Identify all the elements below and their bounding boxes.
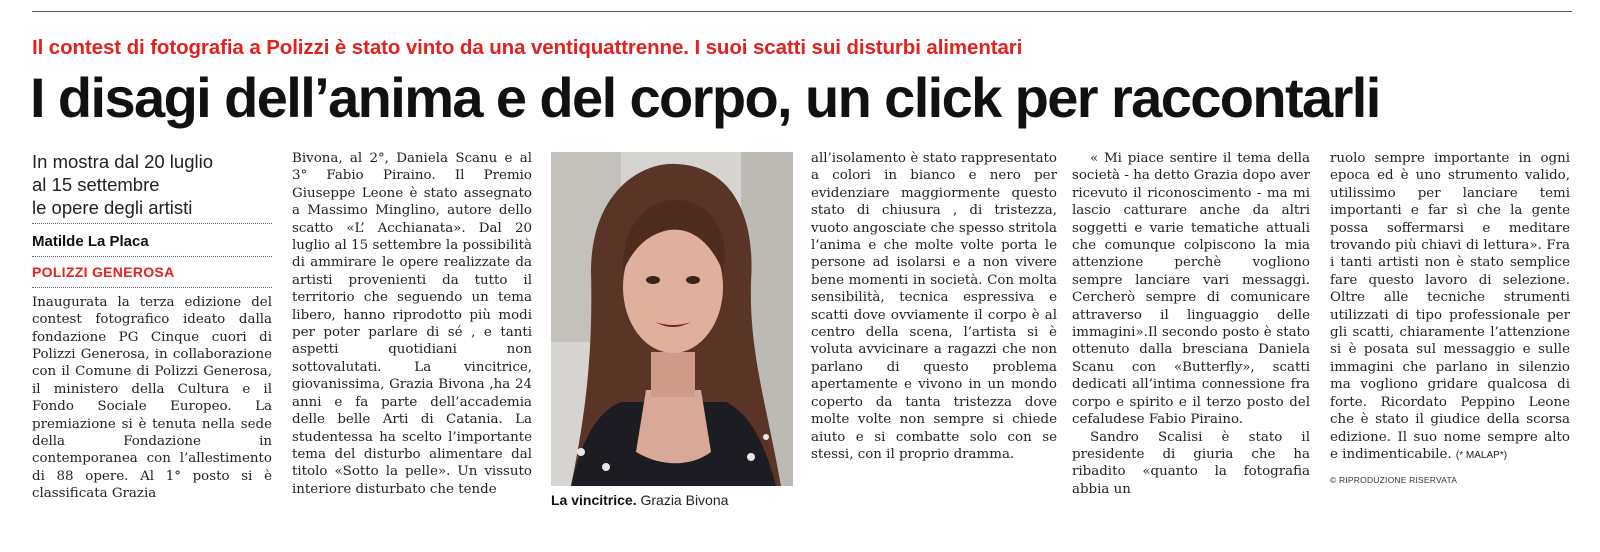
top-rule [32,11,1572,12]
body-text: Inaugurata la terza edizione del contest fotografico ideato dalla fondazione PG Cinque cuori di Polizzi Generosa, in collaborazione con il Comune di Polizzi Generosa, il ministero della Cultura e il Fondo Sociale Europeo. La premiazione si è tenuta nella sede della Fondazione in contemporanea con l’allestimento di 88 opere. Al 1° posto si è classificata Grazia [32,294,272,502]
author-signature: (* MALAP*) [1455,449,1508,461]
column-6 [1330,150,1570,490]
deck [32,150,272,224]
dateline: POLIZZI GENEROSA [32,257,272,287]
winner-photo [551,152,793,486]
caption-label: La vincitrice. [551,492,637,508]
copyright-notice: © RIPRODUZIONE RISERVATA [1330,475,1458,486]
column-1 [32,150,272,503]
body-text-final: ruolo sempre importante in ogni epoca ed è uno strumento valido, utilissimo per lanciare temi importanti e far sì che la gente possa soffermarsi e meditare trovando più chiavi di lettura». Fra i tanti artisti non è stato semplice fare questo lavoro di selezione. Oltre alle tecniche strumenti utilizzati di tipo professionale per gli scatti, chiaramente l’attenzione si è posata sul messaggio e sulle immagini che parlano in silenzio ma vogliono gridare qualcosa di forte. Ricordato Peppino Leone che è stato il giudice della scorsa edizione. Il suo nome sempre alto e indimenticabile. [1330,151,1570,462]
column-5 [1072,150,1310,498]
body-text: Bivona, al 2°, Daniela Scanu e al 3° Fabio Piraino. Il Premio Giuseppe Leone è stato assegnato a Massimo Minglino, autore dello scatto «L’ Acchianata». Dal 20 luglio al 15 settembre la possibilità di ammirare le opere realizzate da artisti provenienti da tutto il territorio che seguendo un tema libero, hanno riprodotto più modi per poter parlare di sé , e tanti aspetti quotidiani non sottovalutati. La vincitrice, giovanissima, Grazia Bivona ,ha 24 anni e fa parte dell’accademia delle belle Arti di Catania. La studentessa ha scelto l’importante tema del disturbo alimentare dal titolo «Sotto la pelle». Un vissuto interiore disturbato che tende [292,151,532,497]
column-4 [811,150,1057,463]
byline: Matilde La Placa [32,228,272,257]
column-2 [292,150,532,498]
body-text: all’isolamento è stato rappresentato a colori in bianco e nero per evidenziare maggiormente questo stato di chiusura , di tristezza, vuoto angosciate che spesso stritola l’anima e che molte volte porta le persone ad isolarsi e a non vivere bene momenti in società. Con molta sensibilità, tecnica espressiva e scatti dove ovviamente il corpo è al centro della scena, l’artista si è voluta avvicinare a ragazzi che non parlano di questo problema apertamente e vivono in un mondo coperto da tanta tristezza dove molte volte non sempre si chiede aiuto e si combatte solo con se stessi, con il proprio dramma. [811,151,1057,462]
portrait-illustration [551,152,793,486]
deck-line-3: le opere degli artisti [32,197,193,218]
deck-line-1: In mostra dal 20 luglio [32,151,213,172]
deck-line-2: al 15 settembre [32,174,160,195]
caption-text: Grazia Bivona [640,492,729,508]
headline: I disagi dell’anima e del corpo, un click per raccontarli [30,66,1380,129]
photo-caption [551,492,801,508]
body-text: Sandro Scalisi è stato il presidente di giuria che ha ribadito «quanto la fotografia abbia un [1072,429,1310,497]
body-text [1330,150,1570,464]
body-text: « Mi piace sentire il tema della società - ha detto Grazia dopo aver ricevuto il riconoscimento - ma mi lascio catturare anche da altri soggetti e varie tematiche attuali che comunque colpiscono la mia attenzione perchè vogliono sempre lanciare vari messaggi. Cercherò sempre di comunicare attraverso il linguaggio delle immagini».Il secondo posto è stato ottenuto dalla bresciana Daniela Scanu con «Butterfly», scatti dedicati all’intima connessione fra corpo e spirito e il terzo posto del cefaludese Fabio Piraino. [1072,151,1310,428]
kicker: Il contest di fotografia a Polizzi è stato vinto da una ventiquattrenne. I suoi scatti sui disturbi alimentari [32,36,1023,59]
